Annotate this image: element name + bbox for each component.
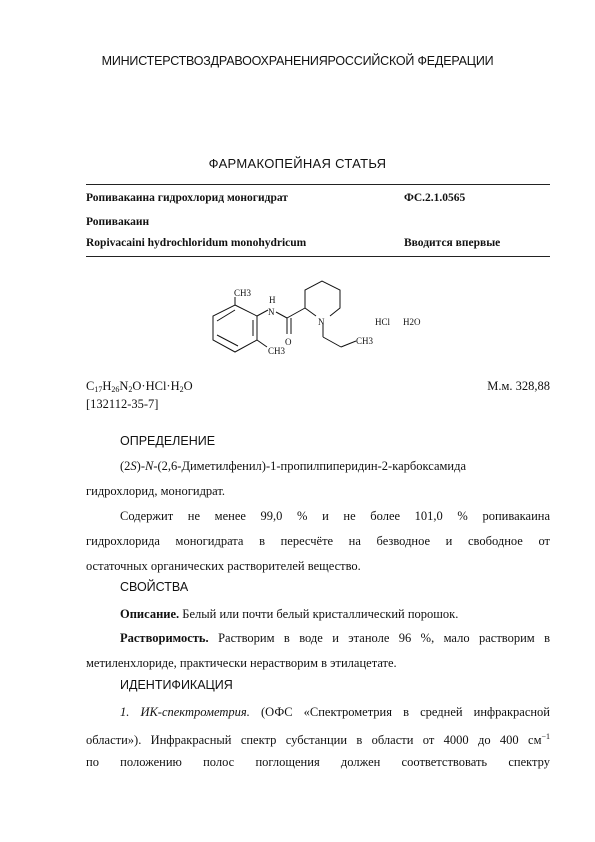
carbonyl-o-label: O — [285, 337, 292, 347]
ch3-top-label: CH3 — [234, 288, 252, 298]
ir-line-2: области»). Инфракрасный спектр субстанции в области от 4000 до 400 $см^{-1}$ — [86, 732, 550, 747]
solubility-line-2: метиленхлориде, практически нерастворим в этилацетате. — [86, 656, 397, 670]
monograph-name-ru: Ропивакаина гидрохлорид моногидрат — [86, 192, 288, 204]
monograph-status: Вводится впервые — [404, 237, 501, 249]
amide-n-label: N — [268, 307, 275, 317]
ir-line-3: по положению полос поглощения должен соответствовать спектру — [86, 755, 550, 769]
nh-h-label: H — [269, 295, 276, 305]
properties-heading: СВОЙСТВА — [120, 580, 189, 594]
molecular-weight: М.м. 328,88 — [487, 379, 550, 393]
chemical-name: (2S)-N-(2,6-Диметилфенил)-1-пропилпиперидин-2-карбоксамида — [120, 459, 467, 473]
monograph-inn: Ропивакаин — [86, 216, 150, 228]
monograph-code: ФС.2.1.0565 — [404, 192, 466, 204]
ch3-bottom-label: CH3 — [268, 346, 286, 356]
definition-heading: ОПРЕДЕЛЕНИЕ — [120, 434, 216, 448]
chemical-name-cont: гидрохлорид, моногидрат. — [86, 484, 226, 498]
ir-line-1: 1. ИК-спектрометрия. (ОФС «Спектрометрия в средней инфракрасной — [120, 705, 550, 719]
monograph-name-lat: Ropivacaini hydrochloridum monohydricum — [86, 237, 307, 249]
content-line-2: гидрохлорида моногидрата в пересчёте на безводное и свободное от — [86, 534, 550, 548]
content-line-3: остаточных органических растворителей вещество. — [86, 559, 361, 573]
solubility-line-1: Растворимость. Растворим в воде и этаноле 96 %, мало растворим в — [120, 631, 550, 645]
article-type-title: ФАРМАКОПЕЙНАЯ СТАТЬЯ — [208, 156, 387, 171]
identification-heading: ИДЕНТИФИКАЦИЯ — [120, 678, 233, 692]
cas-number: [132112-35-7] — [86, 397, 159, 411]
ring-n-label: N — [318, 317, 325, 327]
h2o-label: H2O — [403, 317, 421, 327]
ministry-header: МИНИСТЕРСТВОЗДРАВООХРАНЕНИЯРОССИЙСКОЙ ФЕДЕРАЦИИ — [101, 54, 494, 68]
molecular-formula: $C_{17}H_{26}N_2O\cdot HCl\cdot H_2O$ — [86, 379, 193, 394]
content-line-1: Содержит не менее 99,0 % и не более 101,0 % ропивакаина — [120, 509, 550, 523]
ch3-propyl-label: CH3 — [356, 336, 374, 346]
hcl-label: HCl — [375, 317, 391, 327]
description-line: Описание. Белый или почти белый кристаллический порошок. — [120, 607, 459, 621]
